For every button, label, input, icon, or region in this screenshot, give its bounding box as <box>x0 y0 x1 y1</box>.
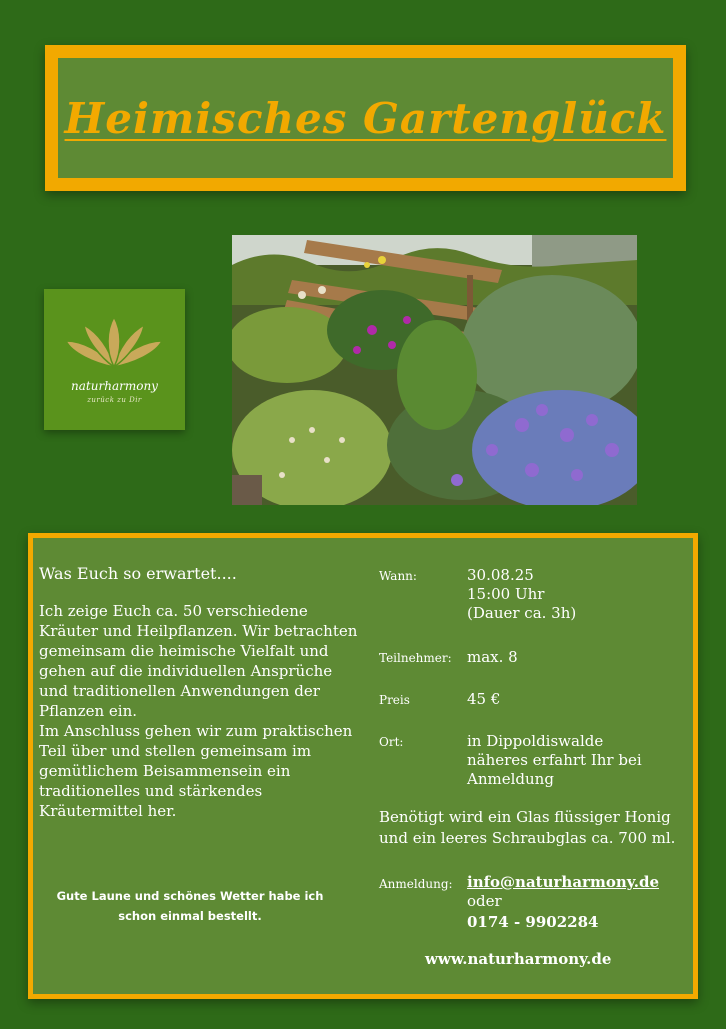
when-value <box>467 566 576 623</box>
when-label: Wann: <box>379 569 417 583</box>
website-link[interactable]: www.naturharmony.de <box>425 950 612 968</box>
title-panel <box>58 58 673 178</box>
intro-paragraph-2: Im Anschluss gehen wir zum praktischen Teil über und stellen gemeinsam im gemütlichem Beisammensein ein traditionelles und stärkendes Kräutermittel her. <box>39 722 353 820</box>
location-note: näheres erfahrt Ihr bei Anmeldung <box>467 751 642 788</box>
page-title: Heimisches Gartenglück <box>64 93 667 143</box>
participants-label: Teilnehmer: <box>379 651 452 665</box>
event-duration: (Dauer ca. 3h) <box>467 604 577 622</box>
info-panel <box>33 538 693 994</box>
price-label: Preis <box>379 693 410 707</box>
weather-note: Gute Laune und schönes Wetter habe ich schon einmal bestellt. <box>56 889 324 923</box>
naturharmony-logo <box>44 289 185 430</box>
logo-tagline: zurück zu Dir <box>87 396 142 404</box>
registration-value <box>467 873 659 932</box>
registration-label: Anmeldung: <box>379 877 453 891</box>
event-date: 30.08.25 <box>467 566 534 584</box>
location-name: in Dippoldiswalde <box>467 732 604 750</box>
lotus-icon <box>64 317 164 371</box>
price-value: 45 € <box>467 690 501 708</box>
info-frame <box>28 533 698 999</box>
requirements-text: Benötigt wird ein Glas flüssiger Honig und ein leeres Schraubglas ca. 700 ml. <box>379 808 676 847</box>
intro-heading: Was Euch so erwartet.... <box>39 564 237 583</box>
garden-photo-illustration <box>232 235 637 505</box>
or-text: oder <box>467 892 502 910</box>
logo-name: naturharmony <box>71 379 158 393</box>
participants-value: max. 8 <box>467 648 518 666</box>
garden-photo <box>232 235 637 505</box>
location-label: Ort: <box>379 735 404 749</box>
intro-paragraph-1: Ich zeige Euch ca. 50 verschiedene Kräuter und Heilpflanzen. Wir betrachten gemeinsam die heimische Vielfalt und gehen auf die individuellen Ansprüche und traditionellen Anwendungen der Pflanzen ein. <box>39 602 358 720</box>
email-link[interactable]: info@naturharmony.de <box>467 873 659 891</box>
event-time: 15:00 Uhr <box>467 585 545 603</box>
phone-number[interactable]: 0174 - 9902284 <box>467 913 599 931</box>
location-value <box>467 732 687 789</box>
title-frame <box>45 45 686 191</box>
intro-description <box>39 601 359 821</box>
